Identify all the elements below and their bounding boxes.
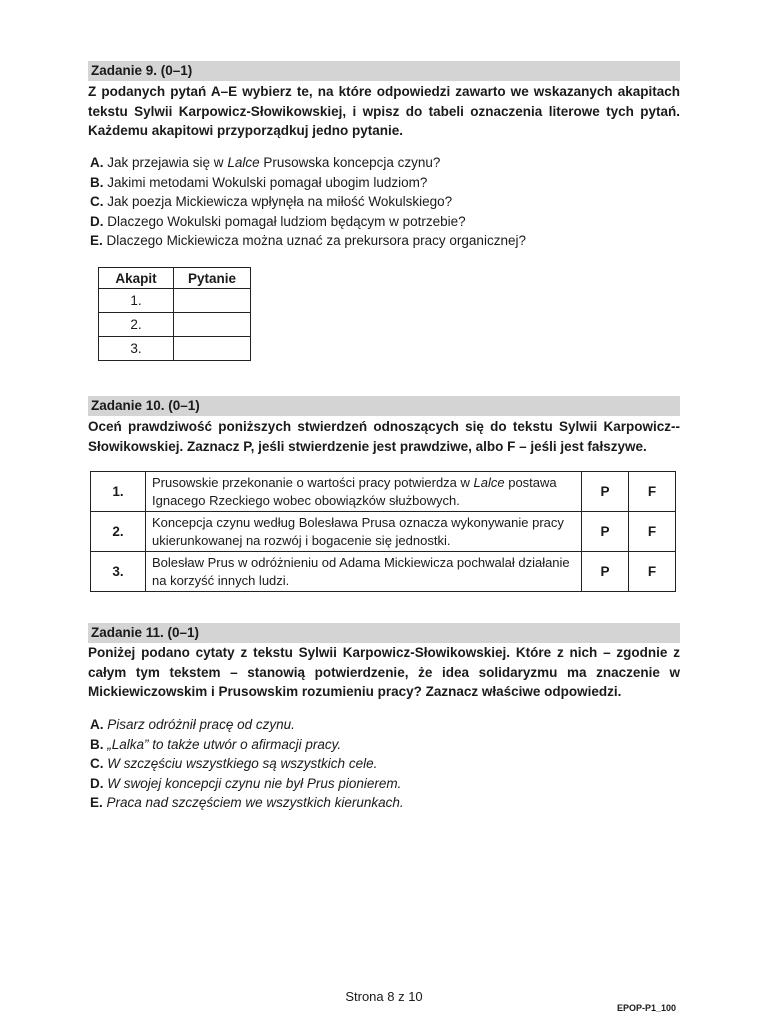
task9-option-e: E. Dlaczego Mickiewicza można uznać za prekursora pracy organicznej? — [90, 233, 526, 248]
statement-number: 2. — [91, 512, 146, 552]
task11-option-d[interactable]: D. W swojej koncepcji czynu nie był Prus pionierem. — [90, 775, 402, 791]
statement-number: 3. — [91, 552, 146, 592]
task11-option-c[interactable]: C. W szczęściu wszystkiego są wszystkich cele. — [90, 756, 378, 771]
table-row — [99, 337, 251, 361]
task9-header: Zadanie 9. (0–1) — [88, 61, 680, 81]
task9-answer-table — [98, 267, 251, 361]
task10-instruction: Oceń prawdziwość poniższych stwierdzeń odnoszących się do tekstu Sylwii Karpowicz--Słowikowskiej. Zaznacz P, jeśli stwierdzenie jest prawdziwe, albo F – jeśli jest fałszywe. — [88, 419, 680, 454]
false-option[interactable]: F — [629, 472, 676, 512]
table-row — [91, 512, 676, 552]
true-option[interactable]: P — [582, 472, 629, 512]
task11-header: Zadanie 11. (0–1) — [88, 623, 680, 643]
task9-option-d: D. Dlaczego Wokulski pomagał ludziom będącym w potrzebie? — [90, 213, 466, 229]
table-row — [99, 289, 251, 313]
table-row — [91, 552, 676, 592]
answer-cell[interactable] — [174, 313, 251, 337]
false-option[interactable]: F — [629, 552, 676, 592]
task9-option-c: C. Jak poezja Mickiewicza wpłynęła na miłość Wokulskiego? — [90, 194, 453, 209]
task10-statements-table — [90, 471, 676, 592]
task11-instruction: Poniżej podano cytaty z tekstu Sylwii Karpowicz-Słowikowskiej. Które z nich – zgodnie z całym tym tekstem – stanowią potwierdzenie, że idea solidaryzmu ma znaczenie w Mickiewiczowskim i Prusowskim rozumieniu pracy? Zaznacz właściwe odpowiedzi. — [88, 645, 680, 699]
task9-options — [90, 153, 680, 251]
statement-number: 1. — [91, 472, 146, 512]
false-option[interactable]: F — [629, 512, 676, 552]
page-number: Strona 8 z 10 — [345, 989, 423, 1004]
task9-option-b: B. Jakimi metodami Wokulski pomagał ubogim ludziom? — [90, 174, 428, 190]
task10-header: Zadanie 10. (0–1) — [88, 396, 680, 416]
task9-option-a: A. Jak przejawia się w Lalce Prusowska koncepcja czynu? — [90, 155, 441, 170]
true-option[interactable]: P — [582, 552, 629, 592]
table-header-akapit: Akapit — [99, 268, 174, 289]
table-row — [99, 313, 251, 337]
table-row — [91, 472, 676, 512]
akapit-number: 2. — [99, 313, 174, 337]
statement-text: Koncepcja czynu według Bolesława Prusa oznacza wykonywanie pracy ukierunkowanej na rozwój i bogacenie się jednostki. — [146, 512, 582, 552]
statement-text: Prusowskie przekonanie o wartości pracy potwierdza w Lalce postawa Ignacego Rzeckiego wobec obowiązków służbowych. — [146, 472, 582, 512]
task11-option-b[interactable]: B. „Lalka” to także utwór o afirmacji pracy. — [90, 736, 342, 752]
exam-code: EPOP-P1_100 — [616, 1003, 676, 1013]
task11-options — [90, 715, 680, 813]
answer-cell[interactable] — [174, 289, 251, 313]
task11-option-a[interactable]: A. Pisarz odróżnił pracę od czynu. — [90, 717, 295, 732]
task9-instruction: Z podanych pytań A–E wybierz te, na które odpowiedzi zawarto we wskazanych akapitach tekstu Sylwii Karpowicz-Słowikowskiej, i wpisz do tabeli oznaczenia literowe tych pytań. Każdemu akapitowi przyporządkuj jedno pytanie. — [88, 84, 680, 138]
akapit-number: 1. — [99, 289, 174, 313]
task11-option-e[interactable]: E. Praca nad szczęściem we wszystkich kierunkach. — [90, 795, 404, 810]
answer-cell[interactable] — [174, 337, 251, 361]
table-header-pytanie: Pytanie — [174, 268, 251, 289]
true-option[interactable]: P — [582, 512, 629, 552]
statement-text: Bolesław Prus w odróżnieniu od Adama Mickiewicza pochwalał działanie na korzyść innych ludzi. — [146, 552, 582, 592]
akapit-number: 3. — [99, 337, 174, 361]
